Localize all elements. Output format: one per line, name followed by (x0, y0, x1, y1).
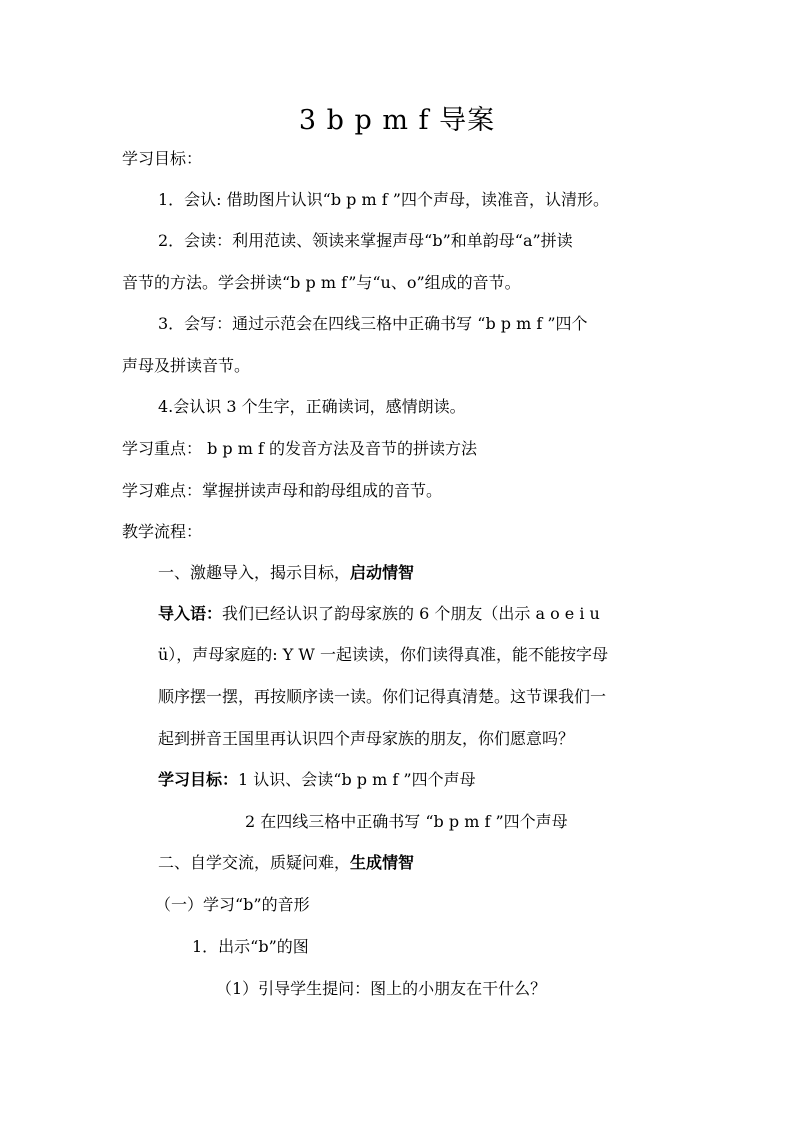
lesson-goal-1-text: 1 认识、会读“b p m f ”四个声母 (238, 770, 476, 789)
step-2-heading-text: 二、自学交流，质疑问难， (158, 853, 351, 872)
step-2-heading (158, 853, 414, 873)
step-1-heading-emphasis: 启动情智 (350, 563, 415, 582)
subsection-1-item-1-sub-1: （1）引导学生提问：图上的小朋友在干什么？ (216, 979, 547, 998)
intro-paragraph-line-3: 顺序摆一摆，再按顺序读一读。你们记得真清楚。这节课我们一 (158, 687, 607, 706)
objective-1: 1．会认: 借助图片认识“b p m f ”四个声母，读准音，认清形。 (158, 190, 609, 209)
intro-paragraph-line-1 (158, 604, 600, 624)
step-1-heading-text: 一、激趣导入，揭示目标， (158, 563, 351, 582)
objective-4: 4.会认识 3 个生字，正确读词，感情朗读。 (158, 397, 466, 416)
step-1-heading (158, 563, 414, 583)
objective-2-continued: 音节的方法。学会拼读“b p m f”与“u、o”组成的音节。 (122, 273, 521, 292)
teaching-process-label: 教学流程： (122, 522, 203, 541)
step-2-heading-emphasis: 生成情智 (350, 853, 415, 872)
objective-2: 2．会读：利用范读、领读来掌握声母“b”和单韵母“a”拼读 (158, 231, 573, 250)
intro-paragraph-line-2: ü），声母家庭的: Y W 一起读读，你们读得真准，能不能按字母 (158, 645, 608, 664)
section-label-objectives: 学习目标： (122, 149, 203, 168)
subsection-1: （一）学习“b”的音形 (155, 895, 310, 914)
difficult-points: 学习难点：掌握拼读声母和韵母组成的音节。 (122, 481, 443, 500)
lesson-goal-1 (158, 770, 476, 790)
intro-text: 我们已经认识了韵母家族的 6 个朋友（出示 a o e i u (222, 604, 600, 623)
key-points: 学习重点： b p m f 的发音方法及音节的拼读方法 (122, 439, 478, 458)
objective-3-continued: 声母及拼读音节。 (122, 356, 251, 375)
intro-label: 导入语： (158, 604, 223, 623)
page-title: 3 b p m f 导案 (298, 105, 496, 136)
lesson-goal-label: 学习目标： (158, 770, 239, 789)
lesson-goal-2: 2 在四线三格中正确书写 “b p m f ”四个声母 (245, 812, 568, 831)
objective-3: 3．会写：通过示范会在四线三格中正确书写 “b p m f ”四个 (158, 314, 588, 333)
subsection-1-item-1: 1．出示“b”的图 (192, 937, 309, 956)
intro-paragraph-line-4: 起到拼音王国里再认识四个声母家族的朋友，你们愿意吗？ (158, 729, 575, 748)
